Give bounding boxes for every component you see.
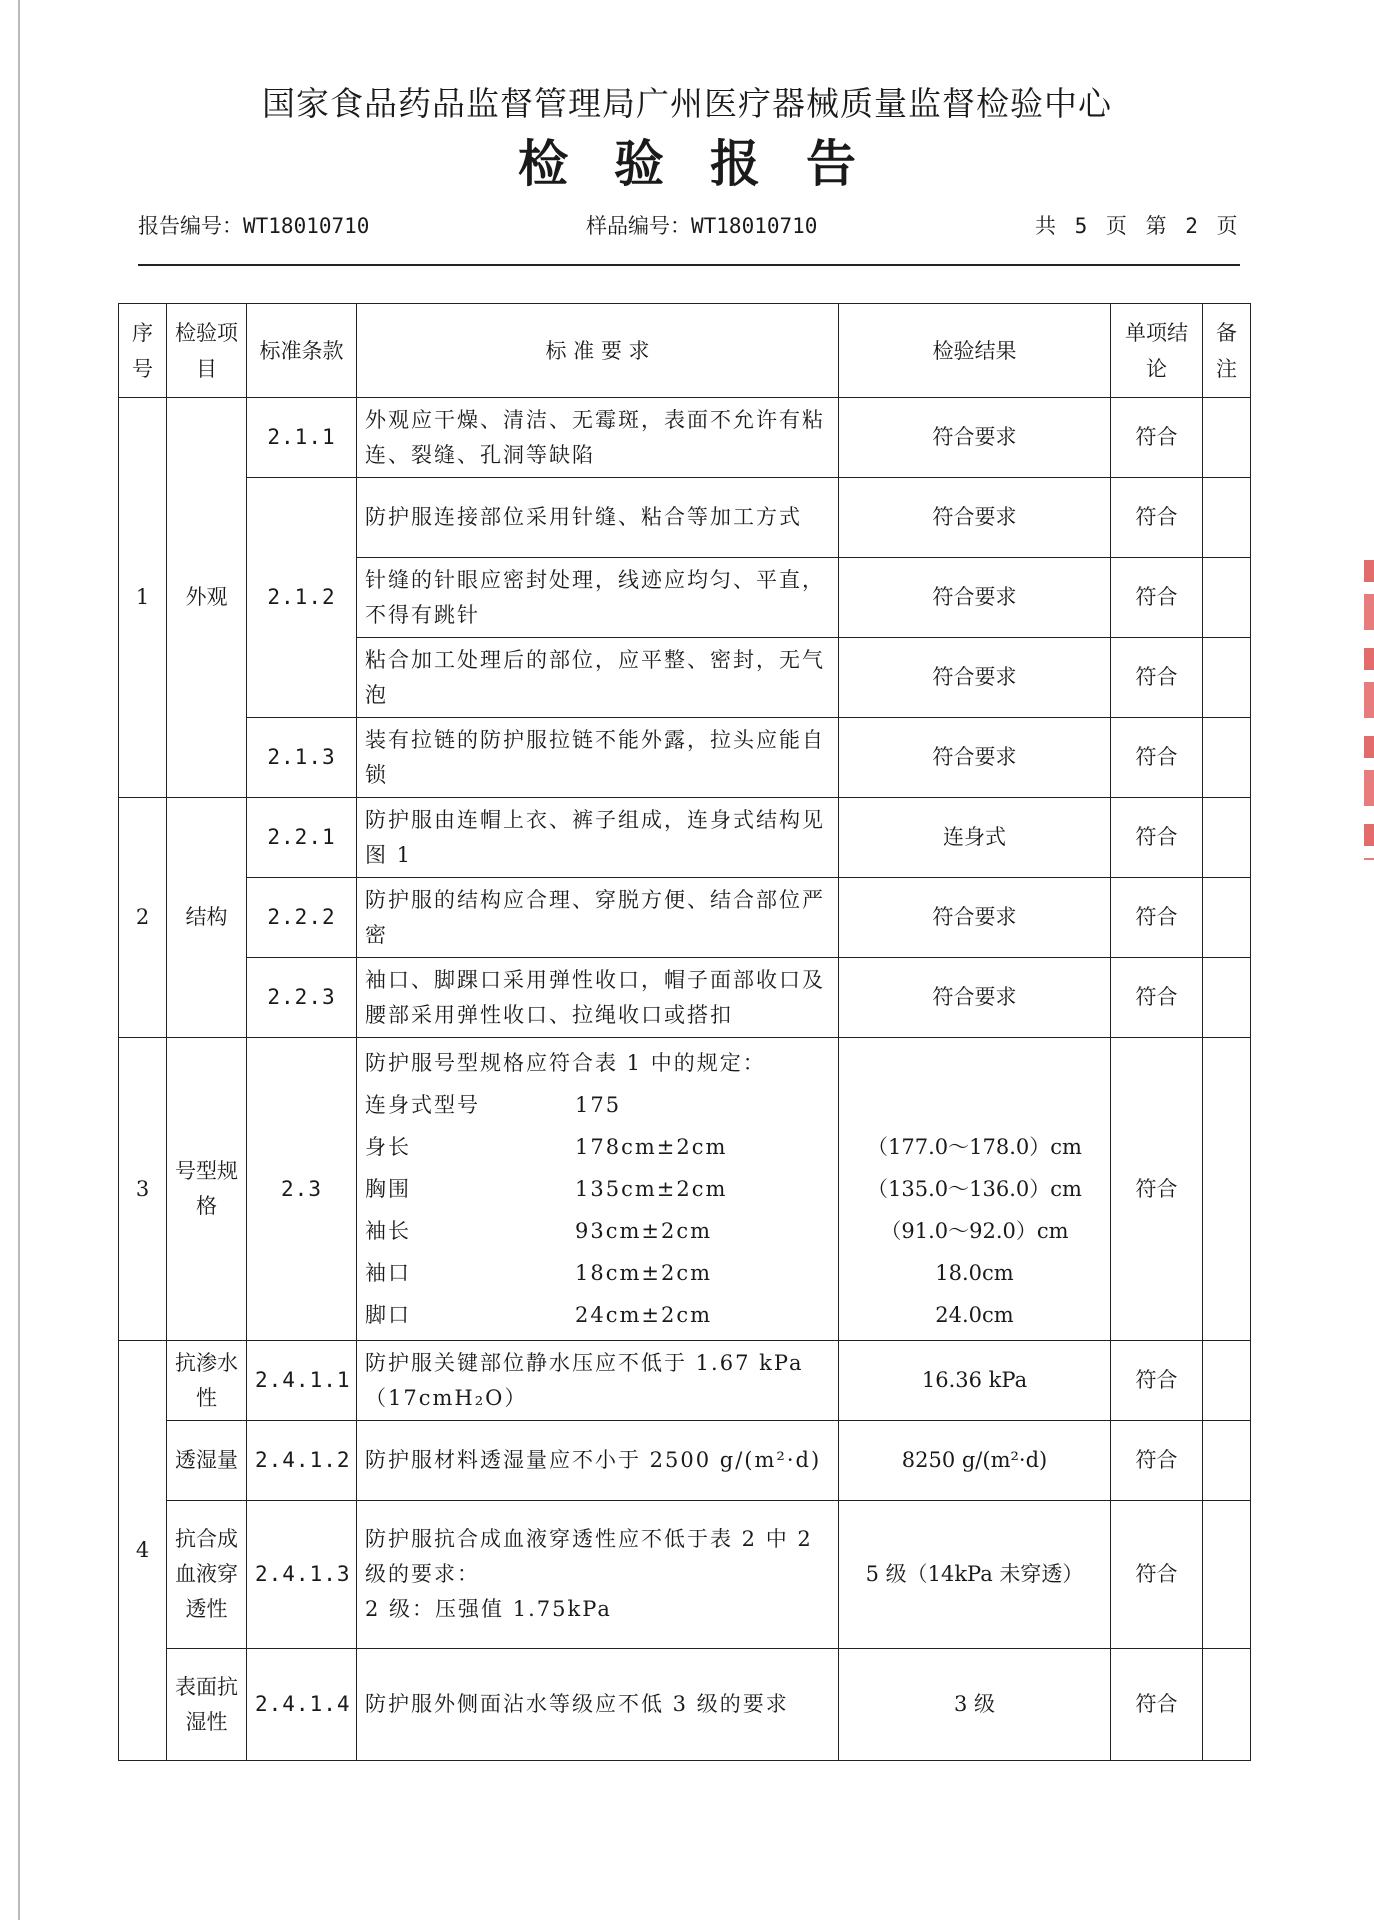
conclusion-cell: 符合 [1111, 1421, 1203, 1501]
size-spec-name: 身长 [365, 1135, 411, 1159]
result-cell: 3 级 [839, 1649, 1111, 1761]
size-result: （177.0～178.0）cm [867, 1135, 1082, 1159]
group-item: 外观 [167, 398, 247, 798]
size-spec-requirement [357, 1038, 839, 1341]
conclusion-cell: 符合 [1111, 878, 1203, 958]
size-spec-value: 175 [575, 1093, 622, 1117]
sample-number-label: 样品编号： [586, 214, 691, 238]
report-number [138, 210, 369, 240]
table-row [119, 1421, 1251, 1501]
requirement-cell: 袖口、脚踝口采用弹性收口，帽子面部收口及腰部采用弹性收口、拉绳收口或搭扣 [357, 958, 839, 1038]
col-header-clause: 标准条款 [247, 304, 357, 398]
size-result [847, 1084, 1102, 1126]
conclusion-cell: 符合 [1111, 638, 1203, 718]
conclusion-cell: 符合 [1111, 478, 1203, 558]
page-indicator: 共 5 页 第 2 页 [1035, 214, 1238, 238]
remark-cell [1203, 1341, 1251, 1421]
red-seal-edge [1364, 560, 1374, 860]
requirement-cell: 针缝的针眼应密封处理，线迹应均匀、平直，不得有跳针 [357, 558, 839, 638]
conclusion-cell: 符合 [1111, 1341, 1203, 1421]
requirement-text-2: 2 级：压强值 1.75kPa [365, 1597, 612, 1621]
remark-cell [1203, 1649, 1251, 1761]
size-spec-value: 18cm±2cm [575, 1261, 713, 1285]
size-spec-value: 178cm±2cm [575, 1135, 728, 1159]
result-cell: 5 级（14kPa 未穿透） [839, 1501, 1111, 1649]
clause-cell: 2.2.2 [247, 878, 357, 958]
sub-item: 抗渗水性 [167, 1341, 247, 1421]
requirement-cell: 防护服关键部位静水压应不低于 1.67 kPa（17cmH₂O） [357, 1341, 839, 1421]
size-spec-value: 93cm±2cm [575, 1219, 713, 1243]
col-header-result: 检验结果 [839, 304, 1111, 398]
size-spec-intro: 防护服号型规格应符合表 1 中的规定： [365, 1051, 766, 1075]
col-header-item: 检验项目 [167, 304, 247, 398]
conclusion-cell: 符合 [1111, 558, 1203, 638]
requirement-cell [357, 1501, 839, 1649]
sub-item: 抗合成血液穿透性 [167, 1501, 247, 1649]
requirement-cell: 防护服材料透湿量应不小于 2500 g/(m²·d) [357, 1421, 839, 1501]
table-row [119, 1341, 1251, 1421]
size-spec-name: 胸围 [365, 1177, 411, 1201]
size-spec-line [365, 1210, 830, 1252]
size-spec-line [365, 1252, 830, 1294]
result-cell: 符合要求 [839, 558, 1111, 638]
clause-cell: 2.1.2 [247, 478, 357, 718]
remark-cell [1203, 878, 1251, 958]
institution-name: 国家食品药品监督管理局广州医疗器械质量监督检验中心 [262, 84, 1112, 123]
conclusion-cell: 符合 [1111, 798, 1203, 878]
document-title: 检验报告 [518, 135, 902, 193]
group-seq: 2 [119, 798, 167, 1038]
requirement-cell: 防护服由连帽上衣、裤子组成，连身式结构见图 1 [357, 798, 839, 878]
remark-cell [1203, 1421, 1251, 1501]
remark-cell [1203, 958, 1251, 1038]
table-row [119, 798, 1251, 878]
table-row [119, 398, 1251, 478]
conclusion-cell: 符合 [1111, 718, 1203, 798]
size-result: 18.0cm [935, 1261, 1014, 1285]
size-result: （135.0～136.0）cm [867, 1177, 1082, 1201]
result-cell: 符合要求 [839, 638, 1111, 718]
table-row [119, 958, 1251, 1038]
table-row [119, 718, 1251, 798]
col-header-remark: 备注 [1203, 304, 1251, 398]
conclusion-cell: 符合 [1111, 398, 1203, 478]
group-seq: 4 [119, 1341, 167, 1761]
clause-cell: 2.4.1.2 [247, 1421, 357, 1501]
size-spec-line [365, 1294, 830, 1336]
clause-cell: 2.1.1 [247, 398, 357, 478]
col-header-requirement: 标 准 要 求 [357, 304, 839, 398]
table-row [119, 1501, 1251, 1649]
report-number-value: WT18010710 [243, 214, 370, 238]
table-row [119, 1649, 1251, 1761]
table-row [119, 478, 1251, 558]
remark-cell [1203, 638, 1251, 718]
remark-cell [1203, 718, 1251, 798]
size-spec-value: 135cm±2cm [575, 1177, 728, 1201]
clause-cell: 2.4.1.4 [247, 1649, 357, 1761]
size-spec-line [365, 1126, 830, 1168]
remark-cell [1203, 478, 1251, 558]
clause-cell: 2.3 [247, 1038, 357, 1341]
result-cell: 8250 g/(m²·d) [839, 1421, 1111, 1501]
sample-number [586, 210, 817, 240]
conclusion-cell: 符合 [1111, 1038, 1203, 1341]
requirement-cell: 装有拉链的防护服拉链不能外露，拉头应能自锁 [357, 718, 839, 798]
group-seq: 3 [119, 1038, 167, 1341]
col-header-seq: 序号 [119, 304, 167, 398]
requirement-cell: 防护服连接部位采用针缝、粘合等加工方式 [357, 478, 839, 558]
clause-cell: 2.1.3 [247, 718, 357, 798]
size-spec-results [839, 1038, 1111, 1341]
requirement-cell: 外观应干燥、清洁、无霉斑，表面不允许有粘连、裂缝、孔洞等缺陷 [357, 398, 839, 478]
result-cell: 符合要求 [839, 718, 1111, 798]
size-result: 24.0cm [935, 1303, 1014, 1327]
conclusion-cell: 符合 [1111, 1649, 1203, 1761]
report-number-label: 报告编号： [138, 214, 243, 238]
group-item: 结构 [167, 798, 247, 1038]
table-row [119, 878, 1251, 958]
requirement-text: 防护服抗合成血液穿透性应不低于表 2 中 2 级的要求： [365, 1527, 813, 1586]
result-cell: 连身式 [839, 798, 1111, 878]
size-spec-name: 连身式型号 [365, 1093, 480, 1117]
table-row [119, 1038, 1251, 1341]
remark-cell [1203, 558, 1251, 638]
size-spec-name: 袖长 [365, 1219, 411, 1243]
clause-cell: 2.4.1.3 [247, 1501, 357, 1649]
remark-cell [1203, 398, 1251, 478]
requirement-cell: 防护服外侧面沾水等级应不低 3 级的要求 [357, 1649, 839, 1761]
size-spec-line [365, 1084, 830, 1126]
conclusion-cell: 符合 [1111, 958, 1203, 1038]
remark-cell [1203, 798, 1251, 878]
group-item: 号型规格 [167, 1038, 247, 1341]
header-rule [138, 264, 1240, 266]
clause-cell: 2.2.1 [247, 798, 357, 878]
size-spec-line [365, 1168, 830, 1210]
group-seq: 1 [119, 398, 167, 798]
requirement-cell: 防护服的结构应合理、穿脱方便、结合部位严密 [357, 878, 839, 958]
sample-number-value: WT18010710 [691, 214, 818, 238]
size-spec-name: 脚口 [365, 1303, 411, 1327]
clause-cell: 2.2.3 [247, 958, 357, 1038]
result-cell: 符合要求 [839, 478, 1111, 558]
result-cell: 16.36 kPa [839, 1341, 1111, 1421]
page-edge-line [18, 0, 20, 1920]
size-spec-value: 24cm±2cm [575, 1303, 713, 1327]
requirement-cell: 粘合加工处理后的部位，应平整、密封，无气泡 [357, 638, 839, 718]
sub-item: 表面抗湿性 [167, 1649, 247, 1761]
remark-cell [1203, 1038, 1251, 1341]
result-cell: 符合要求 [839, 398, 1111, 478]
result-cell: 符合要求 [839, 958, 1111, 1038]
inspection-table [118, 303, 1251, 1761]
clause-cell: 2.4.1.1 [247, 1341, 357, 1421]
remark-cell [1203, 1501, 1251, 1649]
table-header-row [119, 304, 1251, 398]
col-header-conclusion: 单项结论 [1111, 304, 1203, 398]
result-cell: 符合要求 [839, 878, 1111, 958]
size-result: （91.0～92.0）cm [880, 1219, 1069, 1243]
size-spec-name: 袖口 [365, 1261, 411, 1285]
sub-item: 透湿量 [167, 1421, 247, 1501]
conclusion-cell: 符合 [1111, 1501, 1203, 1649]
